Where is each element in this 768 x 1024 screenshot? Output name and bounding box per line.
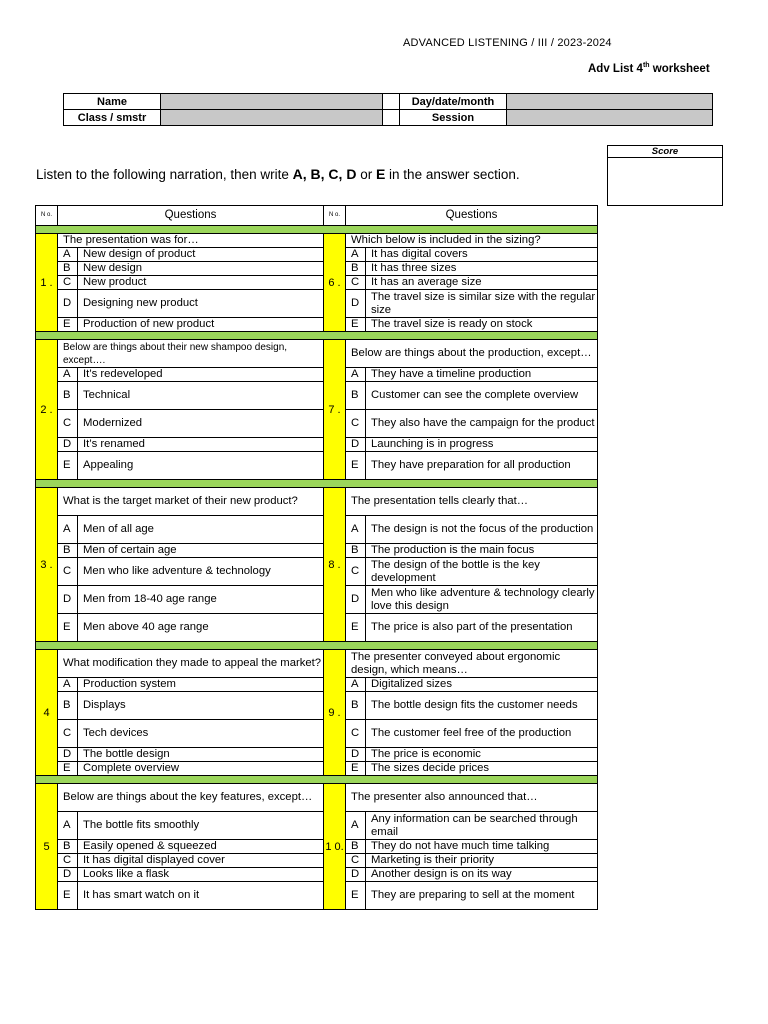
question-number: 2 . — [36, 340, 58, 480]
option-letter: B — [58, 544, 78, 558]
option-letter: D — [346, 748, 366, 762]
option-text: The sizes decide prices — [366, 762, 598, 776]
question-row — [36, 840, 598, 854]
option-text: The travel size is similar size with the regular size — [366, 290, 598, 318]
option-letter: E — [346, 882, 366, 910]
option-letter: C — [58, 720, 78, 748]
option-text: New design of product — [78, 248, 324, 262]
option-letter: C — [58, 558, 78, 586]
option-text: The price is economic — [366, 748, 598, 762]
option-text: The customer feel free of the production — [366, 720, 598, 748]
question-row — [36, 318, 598, 332]
option-letter: E — [346, 762, 366, 776]
question-row — [36, 248, 598, 262]
option-letter: E — [58, 762, 78, 776]
option-text: Men above 40 age range — [78, 614, 324, 642]
option-letter: C — [346, 410, 366, 438]
option-letter: C — [346, 854, 366, 868]
question-row — [36, 438, 598, 452]
option-text: They have preparation for all production — [366, 452, 598, 480]
session-field[interactable] — [507, 110, 713, 126]
student-info-table — [63, 93, 713, 126]
question-row — [36, 784, 598, 812]
question-row — [36, 868, 598, 882]
question-row — [36, 544, 598, 558]
option-letter: A — [346, 516, 366, 544]
option-text: It has smart watch on it — [78, 882, 324, 910]
option-letter: C — [58, 410, 78, 438]
divider-cell — [383, 110, 400, 126]
question-row — [36, 234, 598, 248]
option-letter: A — [58, 678, 78, 692]
option-letter: D — [58, 438, 78, 452]
score-box — [607, 145, 723, 206]
instruction-text — [36, 166, 520, 182]
option-letter: A — [58, 368, 78, 382]
option-text: It has three sizes — [366, 262, 598, 276]
question-number: 7 . — [324, 340, 346, 480]
question-text: The presenter also announced that… — [346, 784, 598, 812]
question-row — [36, 678, 598, 692]
question-separator — [36, 332, 598, 340]
questions-table — [35, 205, 598, 910]
question-row — [36, 586, 598, 614]
option-text: The production is the main focus — [366, 544, 598, 558]
option-text: New design — [78, 262, 324, 276]
date-label: Day/date/month — [400, 94, 507, 110]
date-field[interactable] — [507, 94, 713, 110]
option-text: New product — [78, 276, 324, 290]
option-text: The price is also part of the presentation — [366, 614, 598, 642]
question-text: Below are things about the key features, except… — [58, 784, 324, 812]
option-letter: B — [346, 692, 366, 720]
option-letter: E — [58, 882, 78, 910]
question-row — [36, 720, 598, 748]
instruction-pre: Listen to the following narration, then write — [36, 167, 293, 182]
question-separator — [36, 776, 598, 784]
option-text: Technical — [78, 382, 324, 410]
option-letter: A — [346, 368, 366, 382]
question-text: The presentation tells clearly that… — [346, 488, 598, 516]
separator-cell — [36, 776, 598, 784]
worksheet-title-sup: th — [642, 62, 650, 69]
option-text: Men of certain age — [78, 544, 324, 558]
instruction-letters: A, B, C, D — [292, 166, 357, 182]
question-text: Which below is included in the sizing? — [346, 234, 598, 248]
option-letter: D — [346, 290, 366, 318]
option-letter: E — [346, 318, 366, 332]
option-text: The travel size is ready on stock — [366, 318, 598, 332]
instruction-last-letter: E — [375, 166, 386, 182]
question-row — [36, 692, 598, 720]
option-text: They are preparing to sell at the moment — [366, 882, 598, 910]
option-letter: A — [346, 678, 366, 692]
question-number: 4 — [36, 650, 58, 776]
question-number: 1 . — [36, 234, 58, 332]
left-questions-header: Questions — [58, 206, 324, 226]
option-text: Production system — [78, 678, 324, 692]
option-text: Any information can be searched through email — [366, 812, 598, 840]
option-text: It’s redeveloped — [78, 368, 324, 382]
option-text: Production of new product — [78, 318, 324, 332]
option-letter: C — [346, 720, 366, 748]
option-text: The bottle design — [78, 748, 324, 762]
option-letter: E — [58, 318, 78, 332]
score-field[interactable] — [608, 158, 722, 205]
question-text: The presentation was for… — [58, 234, 324, 248]
separator-cell — [36, 480, 598, 488]
question-row — [36, 452, 598, 480]
name-field[interactable] — [161, 94, 383, 110]
worksheet-title — [588, 62, 710, 75]
question-number: 9 . — [324, 650, 346, 776]
option-letter: D — [58, 290, 78, 318]
option-text: They do not have much time talking — [366, 840, 598, 854]
option-text: Easily opened & squeezed — [78, 840, 324, 854]
option-letter: E — [346, 452, 366, 480]
class-field[interactable] — [161, 110, 383, 126]
question-number: 3 . — [36, 488, 58, 642]
option-letter: A — [346, 812, 366, 840]
option-letter: C — [58, 276, 78, 290]
option-letter: D — [58, 868, 78, 882]
option-letter: D — [58, 586, 78, 614]
option-text: It has digital displayed cover — [78, 854, 324, 868]
option-letter: C — [346, 558, 366, 586]
question-row — [36, 488, 598, 516]
option-text: Appealing — [78, 452, 324, 480]
option-text: Modernized — [78, 410, 324, 438]
name-label: Name — [64, 94, 161, 110]
option-letter: E — [58, 614, 78, 642]
option-text: Tech devices — [78, 720, 324, 748]
question-row — [36, 276, 598, 290]
option-text: Men of all age — [78, 516, 324, 544]
option-text: The bottle design fits the customer needs — [366, 692, 598, 720]
right-questions-header: Questions — [346, 206, 598, 226]
option-text: Digitalized sizes — [366, 678, 598, 692]
instruction-post: in the answer section. — [385, 167, 520, 182]
worksheet-title-tail: worksheet — [649, 62, 710, 75]
question-separator — [36, 480, 598, 488]
option-letter: B — [58, 840, 78, 854]
question-text: Below are things about the production, except… — [346, 340, 598, 368]
question-row — [36, 382, 598, 410]
question-row — [36, 762, 598, 776]
option-text: The design of the bottle is the key development — [366, 558, 598, 586]
option-letter: D — [346, 586, 366, 614]
question-row — [36, 516, 598, 544]
course-header: ADVANCED LISTENING / III / 2023-2024 — [403, 37, 612, 49]
question-number: 8 . — [324, 488, 346, 642]
option-letter: B — [58, 692, 78, 720]
class-label: Class / smstr — [64, 110, 161, 126]
option-text: Men who like adventure & technology — [78, 558, 324, 586]
separator-cell — [36, 226, 598, 234]
option-letter: D — [58, 748, 78, 762]
question-row — [36, 410, 598, 438]
option-text: It has digital covers — [366, 248, 598, 262]
option-text: The design is not the focus of the production — [366, 516, 598, 544]
question-number: 6 . — [324, 234, 346, 332]
option-letter: B — [346, 382, 366, 410]
question-row — [36, 340, 598, 368]
option-text: Men who like adventure & technology clearly love this design — [366, 586, 598, 614]
question-row — [36, 812, 598, 840]
question-separator — [36, 226, 598, 234]
option-letter: A — [58, 248, 78, 262]
option-letter: D — [346, 868, 366, 882]
question-row — [36, 558, 598, 586]
question-row — [36, 650, 598, 678]
option-letter: B — [346, 544, 366, 558]
question-row — [36, 748, 598, 762]
question-text: What modification they made to appeal the market? — [58, 650, 324, 678]
right-no-header: N o. — [324, 206, 346, 226]
option-text: Marketing is their priority — [366, 854, 598, 868]
score-label: Score — [608, 146, 722, 158]
separator-cell — [36, 332, 598, 340]
option-text: Complete overview — [78, 762, 324, 776]
question-row — [36, 368, 598, 382]
question-text: Below are things about their new shampoo design, except…. — [58, 340, 324, 368]
option-text: Displays — [78, 692, 324, 720]
option-letter: A — [58, 812, 78, 840]
option-text: Customer can see the complete overview — [366, 382, 598, 410]
option-text: They have a timeline production — [366, 368, 598, 382]
session-label: Session — [400, 110, 507, 126]
option-letter: B — [346, 262, 366, 276]
question-row — [36, 614, 598, 642]
option-letter: D — [346, 438, 366, 452]
option-text: Designing new product — [78, 290, 324, 318]
option-text: Looks like a flask — [78, 868, 324, 882]
option-letter: C — [58, 854, 78, 868]
question-row — [36, 290, 598, 318]
option-text: Another design is on its way — [366, 868, 598, 882]
option-letter: B — [58, 262, 78, 276]
question-row — [36, 882, 598, 910]
question-number: 1 0. — [324, 784, 346, 910]
option-text: The bottle fits smoothly — [78, 812, 324, 840]
left-no-header: N o. — [36, 206, 58, 226]
question-number: 5 — [36, 784, 58, 910]
question-text: The presenter conveyed about ergonomic design, which means… — [346, 650, 598, 678]
option-text: It’s renamed — [78, 438, 324, 452]
option-letter: C — [346, 276, 366, 290]
option-text: They also have the campaign for the product — [366, 410, 598, 438]
option-text: Launching is in progress — [366, 438, 598, 452]
option-letter: B — [346, 840, 366, 854]
option-letter: A — [58, 516, 78, 544]
worksheet-title-main: Adv List 4 — [588, 62, 643, 75]
question-separator — [36, 642, 598, 650]
question-row — [36, 262, 598, 276]
separator-cell — [36, 642, 598, 650]
option-letter: E — [58, 452, 78, 480]
option-letter: A — [346, 248, 366, 262]
option-letter: E — [346, 614, 366, 642]
option-text: It has an average size — [366, 276, 598, 290]
question-text: What is the target market of their new product? — [58, 488, 324, 516]
option-letter: B — [58, 382, 78, 410]
instruction-mid: or — [356, 167, 376, 182]
option-text: Men from 18-40 age range — [78, 586, 324, 614]
divider-cell — [383, 94, 400, 110]
question-row — [36, 854, 598, 868]
